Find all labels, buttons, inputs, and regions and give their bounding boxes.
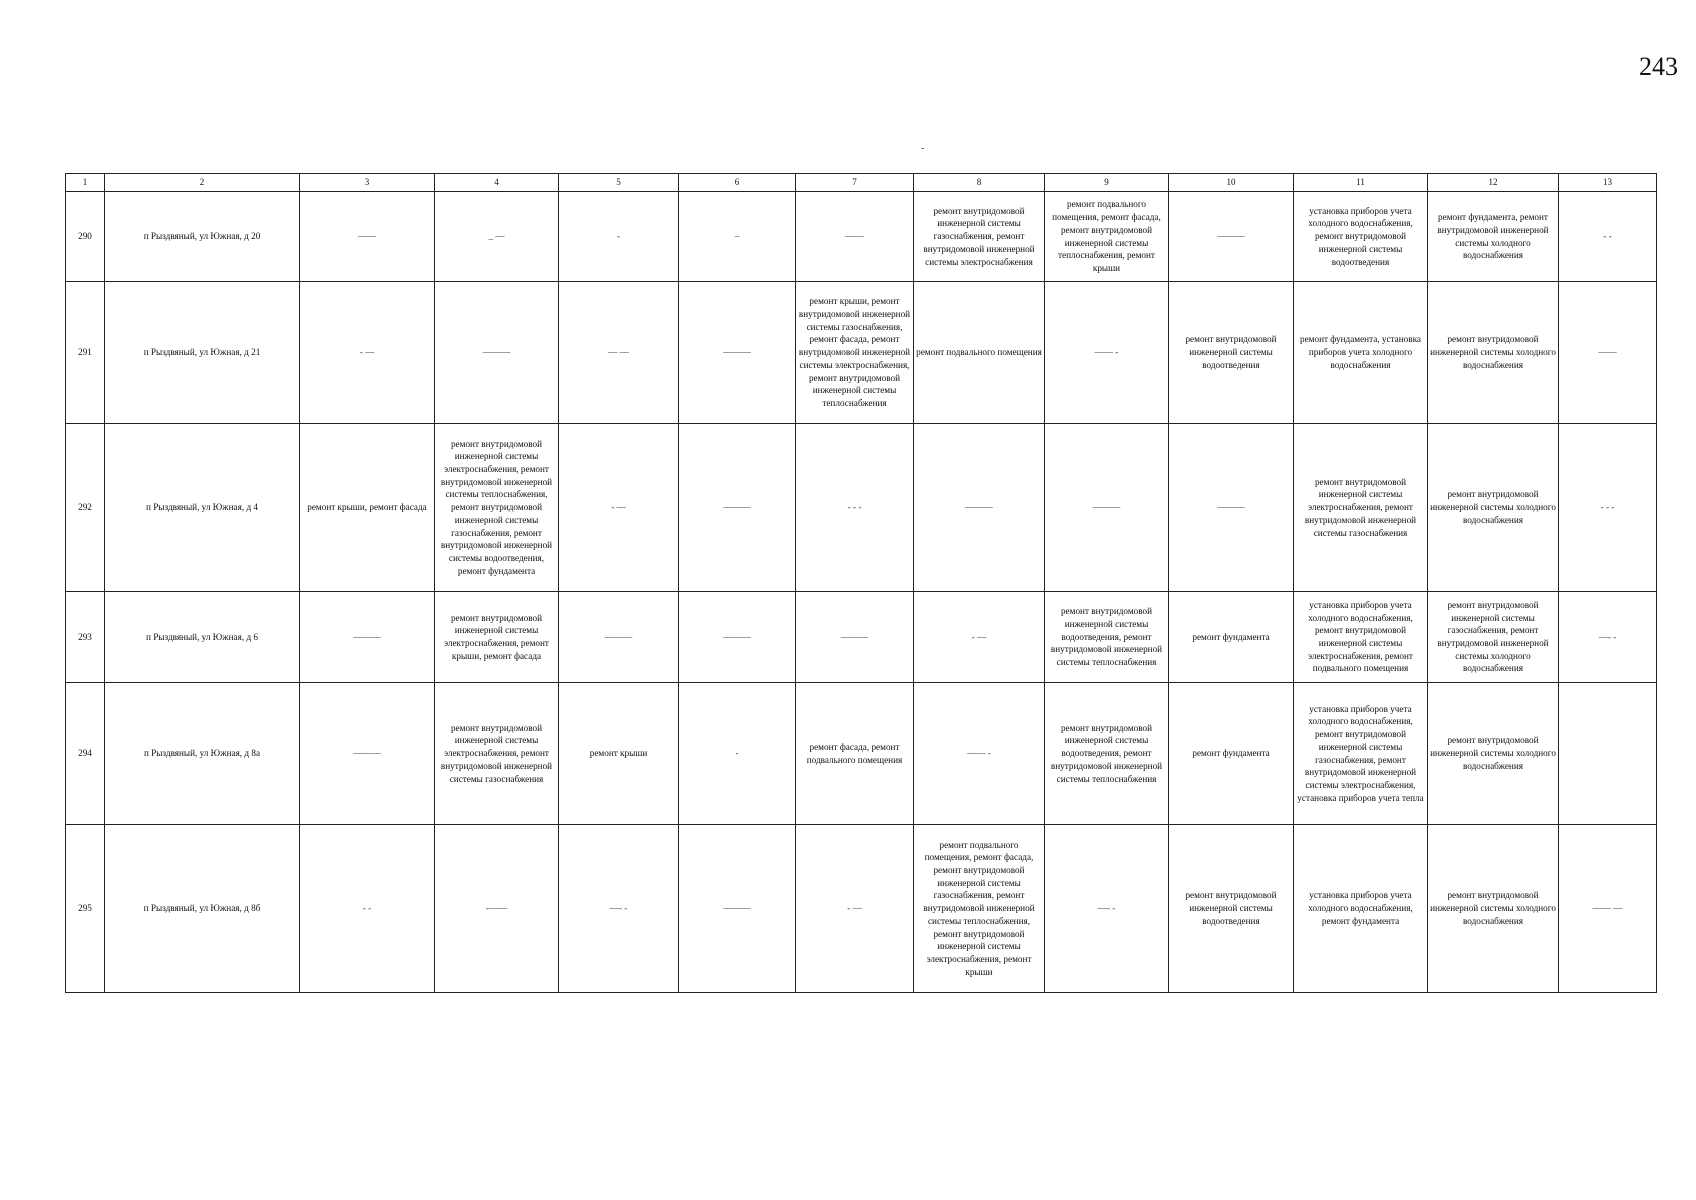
table-cell: - - -	[796, 424, 914, 592]
table-cell: -——	[435, 825, 559, 993]
scan-mark: -	[921, 143, 925, 154]
table-row	[66, 683, 1657, 825]
column-number: 4	[435, 174, 559, 192]
table-cell: ———	[679, 825, 796, 993]
table-cell: ремонт внутридомовой инженерной системы водоотведения	[1169, 282, 1294, 424]
table-cell: ———	[1169, 192, 1294, 282]
row-number: 290	[66, 192, 105, 282]
table-cell: ремонт внутридомовой инженерной системы электроснабжения, ремонт внутридомовой инженерной системы теплоснабжения, ремонт внутридомовой инженерной системы газоснабжения, ремонт внутридомовой инженерной системы водоотведения, ремонт фундамента	[435, 424, 559, 592]
table-cell: –	[679, 192, 796, 282]
column-number: 7	[796, 174, 914, 192]
table-cell: ремонт внутридомовой инженерной системы электроснабжения, ремонт внутридомовой инженерной системы газоснабжения	[435, 683, 559, 825]
table-cell: ——	[796, 192, 914, 282]
column-number: 8	[914, 174, 1045, 192]
column-number: 2	[105, 174, 300, 192]
table-cell: ремонт внутридомовой инженерной системы холодного водоснабжения	[1428, 683, 1559, 825]
table-cell: ———	[679, 424, 796, 592]
table-cell: ремонт фундамента, ремонт внутридомовой инженерной системы холодного водоснабжения	[1428, 192, 1559, 282]
table-cell: -	[559, 192, 679, 282]
page-number: 243	[1639, 52, 1678, 81]
table-cell: _ —	[435, 192, 559, 282]
table-cell: ремонт подвального помещения	[914, 282, 1045, 424]
table-cell: ———	[300, 592, 435, 683]
table-cell: ———	[679, 282, 796, 424]
table-cell: ремонт внутридомовой инженерной системы водоотведения, ремонт внутридомовой инженерной системы теплоснабжения	[1045, 592, 1169, 683]
table-row	[66, 282, 1657, 424]
table-cell: ———	[914, 424, 1045, 592]
table-cell: ремонт крыши, ремонт фасада	[300, 424, 435, 592]
address-cell: п Рыздвяный, ул Южная, д 20	[105, 192, 300, 282]
table-cell: - - -	[1559, 424, 1657, 592]
table-cell: установка приборов учета холодного водоснабжения, ремонт внутридомовой инженерной системы водоотведения	[1294, 192, 1428, 282]
address-cell: п Рыздвяный, ул Южная, д 21	[105, 282, 300, 424]
column-number: 11	[1294, 174, 1428, 192]
table-cell: ——	[300, 192, 435, 282]
table-cell: —- -	[1045, 825, 1169, 993]
table-cell: ремонт фундамента, установка приборов учета холодного водоснабжения	[1294, 282, 1428, 424]
table-cell: ———	[796, 592, 914, 683]
table-cell: ремонт внутридомовой инженерной системы холодного водоснабжения	[1428, 282, 1559, 424]
column-number: 10	[1169, 174, 1294, 192]
table-cell: - —	[796, 825, 914, 993]
table-cell: установка приборов учета холодного водоснабжения, ремонт фундамента	[1294, 825, 1428, 993]
column-number: 9	[1045, 174, 1169, 192]
table-cell: ———	[679, 592, 796, 683]
table-cell: ремонт внутридомовой инженерной системы холодного водоснабжения	[1428, 825, 1559, 993]
table-cell: — —	[559, 282, 679, 424]
table-cell: ремонт внутридомовой инженерной системы газоснабжения, ремонт внутридомовой инженерной системы холодного водоснабжения	[1428, 592, 1559, 683]
table-cell: ремонт внутридомовой инженерной системы газоснабжения, ремонт внутридомовой инженерной системы электроснабжения	[914, 192, 1045, 282]
table-cell: ———	[1045, 424, 1169, 592]
table-cell: установка приборов учета холодного водоснабжения, ремонт внутридомовой инженерной системы газоснабжения, ремонт внутридомовой инженерной системы электроснабжения, установка приборов учета тепла	[1294, 683, 1428, 825]
row-number: 291	[66, 282, 105, 424]
row-number: 294	[66, 683, 105, 825]
table-cell: установка приборов учета холодного водоснабжения, ремонт внутридомовой инженерной системы электроснабжения, ремонт подвального помещения	[1294, 592, 1428, 683]
table-cell	[1559, 683, 1657, 825]
table-cell: ремонт внутридомовой инженерной системы водоотведения, ремонт внутридомовой инженерной системы теплоснабжения	[1045, 683, 1169, 825]
table-cell: ремонт подвального помещения, ремонт фасада, ремонт внутридомовой инженерной системы теплоснабжения, ремонт крыши	[1045, 192, 1169, 282]
table-cell: ремонт фундамента	[1169, 592, 1294, 683]
table-cell: ремонт подвального помещения, ремонт фасада, ремонт внутридомовой инженерной системы газоснабжения, ремонт внутридомовой инженерной системы теплоснабжения, ремонт внутридомовой инженерной системы электроснабжения, ремонт крыши	[914, 825, 1045, 993]
table-row	[66, 592, 1657, 683]
row-number: 292	[66, 424, 105, 592]
table-cell: ремонт внутридомовой инженерной системы холодного водоснабжения	[1428, 424, 1559, 592]
table-cell: - —	[914, 592, 1045, 683]
table-cell: ремонт внутридомовой инженерной системы электроснабжения, ремонт внутридомовой инженерной системы газоснабжения	[1294, 424, 1428, 592]
table-cell: —— -	[914, 683, 1045, 825]
table-cell: ———	[435, 282, 559, 424]
table-row	[66, 825, 1657, 993]
table-cell: —— —	[1559, 825, 1657, 993]
table-cell: ремонт внутридомовой инженерной системы электроснабжения, ремонт крыши, ремонт фасада	[435, 592, 559, 683]
address-cell: п Рыздвяный, ул Южная, д 8б	[105, 825, 300, 993]
column-number: 6	[679, 174, 796, 192]
table-cell: ремонт крыши, ремонт внутридомовой инженерной системы газоснабжения, ремонт фасада, ремонт внутридомовой инженерной системы электроснабжения, ремонт внутридомовой инженерной системы теплоснабжения	[796, 282, 914, 424]
repair-schedule-table	[65, 173, 1657, 993]
table-cell: —- -	[559, 825, 679, 993]
column-number: 1	[66, 174, 105, 192]
table-cell: ремонт внутридомовой инженерной системы водоотведения	[1169, 825, 1294, 993]
table-cell: -	[679, 683, 796, 825]
address-cell: п Рыздвяный, ул Южная, д 8а	[105, 683, 300, 825]
table-cell: ремонт фасада, ремонт подвального помещения	[796, 683, 914, 825]
address-cell: п Рыздвяный, ул Южная, д 4	[105, 424, 300, 592]
address-cell: п Рыздвяный, ул Южная, д 6	[105, 592, 300, 683]
table-cell: —- -	[1559, 592, 1657, 683]
table-cell: ———	[559, 592, 679, 683]
column-number: 3	[300, 174, 435, 192]
row-number: 293	[66, 592, 105, 683]
table-cell: ремонт фундамента	[1169, 683, 1294, 825]
table-row	[66, 424, 1657, 592]
table-cell: ремонт крыши	[559, 683, 679, 825]
table-cell: —— -	[1045, 282, 1169, 424]
table-row	[66, 192, 1657, 282]
table-cell: - —	[559, 424, 679, 592]
table-cell: ———	[1169, 424, 1294, 592]
column-number: 13	[1559, 174, 1657, 192]
column-number: 12	[1428, 174, 1559, 192]
column-number-row	[66, 174, 1657, 192]
table-cell: - —	[300, 282, 435, 424]
table-cell: - -	[300, 825, 435, 993]
column-number: 5	[559, 174, 679, 192]
table-cell: - -	[1559, 192, 1657, 282]
table-cell: ——	[1559, 282, 1657, 424]
table-cell: ———	[300, 683, 435, 825]
row-number: 295	[66, 825, 105, 993]
